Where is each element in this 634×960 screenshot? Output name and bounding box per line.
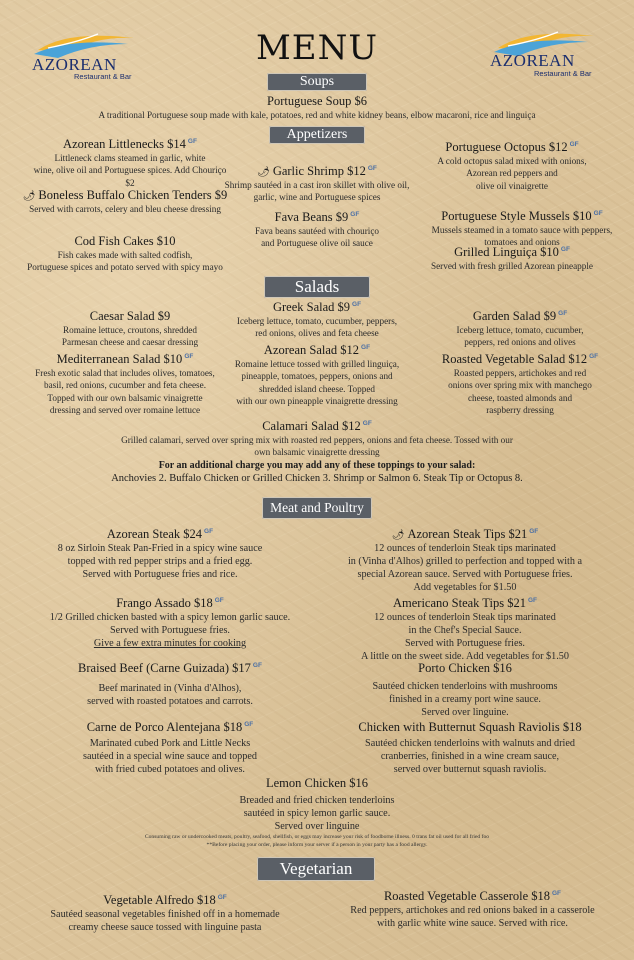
gf-badge: GF (352, 300, 362, 308)
gf-badge: GF (217, 893, 227, 901)
item-desc: A little on the sweet side. Add vegetables for $1.50 (361, 651, 569, 662)
menu-item-garden-salad (420, 309, 620, 349)
item-desc: Azorean red peppers and (466, 168, 558, 179)
soup-name: Portuguese Soup $6 (267, 94, 367, 108)
gf-badge: GF (252, 661, 262, 669)
item-desc: served with roasted potatoes and carrots. (87, 696, 253, 707)
fine-print-line: Consuming raw or undercooked meats, poultry, seafood, shellfish, or eggs may increase your risk of foodborne illness. 0 trans fat oil used for all fried foo (144, 834, 490, 840)
item-desc: Romaine lettuce tossed with grilled linguiça, (234, 359, 400, 369)
item-desc: Served with fresh grilled Azorean pineapple (430, 261, 593, 271)
gf-badge: GF (593, 209, 603, 217)
menu-item-caesar-salad (30, 309, 230, 349)
item-desc: Served with carrots, celery and bleu cheese dressing (29, 204, 221, 214)
item-desc: Iceberg lettuce, tomato, cucumber, peppers, (236, 316, 398, 326)
item-name: Vegetable Alfredo $18 (103, 893, 216, 907)
item-desc: Red peppers, artichokes and red onions baked in a casserole (350, 905, 595, 916)
gf-badge: GF (187, 137, 197, 145)
gf-badge: GF (527, 596, 537, 604)
item-name: Fava Beans $9 (274, 210, 349, 224)
item-desc: basil, red onions, cucumber and feta cheese. (44, 380, 206, 391)
menu-item-azorean-salad (217, 343, 417, 408)
item-desc: olive oil vinaigrette (476, 180, 548, 191)
gf-badge: GF (367, 164, 377, 172)
item-desc: in (Vinha d'Alhos) grilled to perfection and topped with a (347, 556, 583, 567)
item-desc: 12 ounces of tenderloin Steak tips marinated (374, 612, 556, 623)
menu-item-mussels (422, 209, 622, 249)
menu-item-mediterranean-salad (20, 352, 230, 417)
item-name: Chicken with Butternut Squash Raviolis $18 (358, 720, 582, 734)
menu-item-porco-alentejana (30, 720, 310, 776)
item-desc: Marinated cubed Pork and Little Necks (89, 738, 251, 749)
item-desc: Topped with our own balsamic vinaigrette (47, 392, 203, 403)
item-desc: Breaded and fried chicken tenderloins (239, 795, 395, 806)
item-name: Braised Beef (Carne Guizada) $17 (78, 661, 251, 675)
item-name: Garden Salad $9 (472, 309, 557, 323)
item-desc: Give a few extra minutes for cooking (93, 638, 247, 649)
item-name: Azorean Steak $24 (106, 527, 203, 541)
item-desc: Parmesan cheese and caesar dressing (61, 337, 199, 348)
item-desc: 12 ounces of tenderloin Steak tips marinated (374, 543, 556, 554)
item-desc: Served over linguine (274, 821, 360, 832)
item-name: Cod Fish Cakes $10 (74, 234, 176, 248)
gf-badge: GF (529, 527, 539, 535)
item-desc: with fried cubed potatoes and olives. (95, 764, 245, 775)
menu-item-calamari-salad (0, 419, 634, 459)
item-desc: Fava beans sautéed with chouriço (255, 226, 379, 236)
menu-item-azorean-steak-tips (320, 527, 610, 594)
toppings-title: For an additional charge you may add any of these toppings to your salad: (158, 460, 476, 471)
item-desc: finished in a creamy port wine sauce. (389, 694, 541, 705)
fine-print-line: **Before placing your order, please inform your server if a person in your party has a food allergy. (206, 842, 428, 848)
item-desc: creamy cheese sauce tossed with linguine pasta (68, 922, 262, 933)
item-name: Roasted Vegetable Casserole $18 (383, 889, 550, 903)
gf-badge: GF (362, 419, 372, 427)
item-desc: Served over linguine. (421, 707, 509, 718)
logo-subtitle: Restaurant & Bar (74, 72, 132, 81)
item-desc: with our own pineapple vinaigrette dressing (236, 396, 398, 407)
item-desc: Fresh exotic salad that includes olives, tomatoes, (35, 368, 215, 378)
soup-desc: A traditional Portuguese soup made with kale, potatoes, red and white kidney beans, elbow macaroni, rice and linguiça (98, 110, 536, 120)
item-name: Greek Salad $9 (272, 300, 351, 314)
item-desc: Served with Portuguese fries and rice. (82, 569, 238, 580)
item-desc: raspberry dressing (486, 405, 554, 416)
logo-left (28, 28, 140, 84)
item-name: Roasted Vegetable Salad $12 (441, 352, 588, 366)
gf-badge: GF (361, 343, 371, 351)
menu-item-garlic-shrimp (217, 164, 417, 204)
item-name: Azorean Steak Tips $21 (407, 527, 528, 541)
item-name: Americano Steak Tips $21 (392, 596, 526, 610)
menu-item-lemon-chicken (167, 776, 467, 833)
fine-print (0, 833, 634, 849)
item-desc: Sautéed chicken tenderloins with walnuts and dried (365, 738, 575, 749)
item-desc: pineapple, tomatoes, peppers, onions and (241, 371, 393, 382)
item-desc: Romaine lettuce, croutons, shredded (63, 325, 197, 335)
item-name: Portuguese Style Mussels $10 (441, 209, 592, 223)
menu-item-vegetable-casserole (320, 889, 625, 930)
item-desc: special Azorean sauce. Served with Portuguese fries. (357, 569, 573, 580)
item-desc: 1/2 Grilled chicken basted with a spicy lemon garlic sauce. (49, 612, 291, 623)
item-desc: shredded island cheese. Topped (258, 383, 376, 394)
item-desc: Portuguese spices and potato served with spicy mayo (27, 262, 223, 273)
item-desc: Littleneck clams steamed in garlic, white (54, 153, 206, 163)
item-desc: A cold octopus salad mixed with onions, (437, 156, 587, 166)
item-desc: Roasted peppers, artichokes and red (453, 368, 587, 378)
item-name: Lemon Chicken $16 (265, 776, 369, 790)
menu-item-butternut-ravioli (320, 720, 620, 776)
item-desc: Iceberg lettuce, tomato, cucumber, (456, 325, 584, 335)
item-name: Boneless Buffalo Chicken Tenders $9 (38, 188, 228, 202)
item-name: Azorean Salad $12 (263, 343, 360, 357)
chili-pepper-icon: 🌶 (22, 191, 36, 202)
gf-badge: GF (560, 245, 570, 253)
gf-badge: GF (569, 140, 579, 148)
item-desc: sautéed in spicy lemon garlic sauce. (243, 808, 391, 819)
menu-item-buffalo-tenders (20, 188, 230, 215)
chili-pepper-icon: 🌶 (257, 167, 270, 178)
gf-badge: GF (244, 720, 254, 728)
item-desc: cheese, toasted almonds and (467, 392, 573, 403)
section-banner-meat: Meat and Poultry (262, 497, 372, 519)
item-desc: Grilled calamari, served over spring mix with roasted red peppers, onions and feta cheese. Tossed with our (121, 435, 513, 445)
item-name: Carne de Porco Alentejana $18 (86, 720, 243, 734)
item-desc: dressing and served over romaine lettuce (49, 405, 201, 416)
item-desc: and Portuguese olive oil sauce (261, 238, 373, 249)
menu-item-octopus (412, 140, 612, 192)
gf-badge: GF (552, 889, 562, 897)
menu-item-fava-beans (217, 210, 417, 250)
menu-item-roasted-vegetable-salad (420, 352, 620, 417)
gf-badge: GF (589, 352, 599, 360)
item-desc: peppers, red onions and olives (464, 337, 576, 348)
item-desc: Sautéed seasonal vegetables finished off in a homemade (50, 909, 280, 920)
item-desc: Served with Portuguese fries. (110, 625, 230, 636)
section-banner-salads: Salads (264, 276, 370, 298)
gf-badge: GF (558, 309, 568, 317)
gf-badge: GF (214, 596, 224, 604)
item-desc: Add vegetables for $1.50 (413, 582, 517, 593)
item-desc: topped with red pepper strips and a fried egg. (67, 556, 253, 567)
item-desc: Fish cakes made with salted codfish, (57, 250, 193, 260)
menu-item-cod-fish-cakes (15, 234, 235, 274)
page-title: MENU (255, 28, 379, 68)
menu-item-azorean-steak (30, 527, 290, 581)
item-desc: Beef marinated in (Vinha d'Alhos), (98, 683, 242, 694)
menu-item-greek-salad (217, 300, 417, 340)
item-desc: Mussels steamed in a tomato sauce with peppers, (431, 225, 613, 235)
item-name: Frango Assado $18 (116, 596, 213, 610)
item-name: Portuguese Octopus $12 (445, 140, 568, 154)
item-desc: Served with Portuguese fries. (405, 638, 525, 649)
item-desc: wine, olive oil and Portuguese spices. Add Chouriço $2 (33, 165, 227, 188)
item-desc: onions over spring mix with manchego (448, 380, 592, 391)
item-desc: red onions, olives and feta cheese (255, 328, 379, 339)
item-desc: 8 oz Sirloin Steak Pan-Fried in a spicy wine sauce (57, 543, 263, 554)
item-desc: in the Chef's Special Sauce. (408, 625, 522, 636)
item-desc: cranberries, finished in a wine cream sauce, (380, 751, 560, 762)
logo-name: AZOREAN (32, 55, 117, 74)
menu-item-littlenecks (30, 137, 230, 189)
logo-name: AZOREAN (490, 51, 575, 70)
item-name: Porto Chicken $16 (418, 661, 512, 675)
menu-item-porto-chicken (320, 661, 610, 719)
item-name: Garlic Shrimp $12 (272, 164, 366, 178)
item-desc: served over butternut squash raviolis. (393, 764, 547, 775)
menu-item-vegetable-alfredo (35, 893, 295, 934)
section-banner-soups: Soups (267, 73, 367, 91)
item-desc: Sautéed chicken tenderloins with mushrooms (372, 681, 558, 692)
item-desc: garlic, wine and Portuguese spices (253, 192, 381, 203)
item-desc: own balsamic vinaigrette dressing (254, 447, 380, 458)
item-name: Mediterranean Salad $10 (56, 352, 183, 366)
section-banner-appetizers: Appetizers (269, 126, 365, 144)
item-name: Calamari Salad $12 (262, 419, 361, 433)
menu-item-frango-assado (30, 596, 310, 650)
gf-badge: GF (184, 352, 194, 360)
item-desc: tomatoes and onions (484, 237, 560, 248)
logo-subtitle: Restaurant & Bar (534, 69, 592, 78)
item-desc: Shrimp sautéed in a cast iron skillet with olive oil, (224, 180, 410, 190)
item-desc: sautéed in a special wine sauce and topped (83, 751, 257, 762)
item-desc: with garlic white wine sauce. Served with rice. (377, 918, 568, 929)
item-name: Azorean Littlenecks $14 (63, 137, 186, 151)
gf-badge: GF (204, 527, 214, 535)
logo-right (488, 26, 600, 82)
chili-pepper-icon: 🌶 (391, 530, 405, 541)
menu-item-braised-beef (30, 661, 310, 708)
menu-item-americano-steak-tips (320, 596, 610, 663)
gf-badge: GF (350, 210, 360, 218)
item-name: Grilled Linguiça $10 (454, 245, 559, 259)
menu-item-linguica (412, 245, 612, 272)
section-banner-vegetarian: Vegetarian (257, 857, 375, 881)
item-name: Caesar Salad $9 (89, 309, 171, 323)
toppings-list: Anchovies 2. Buffalo Chicken or Grilled Chicken 3. Shrimp or Salmon 6. Steak Tip or Octopus 8. (111, 473, 523, 484)
